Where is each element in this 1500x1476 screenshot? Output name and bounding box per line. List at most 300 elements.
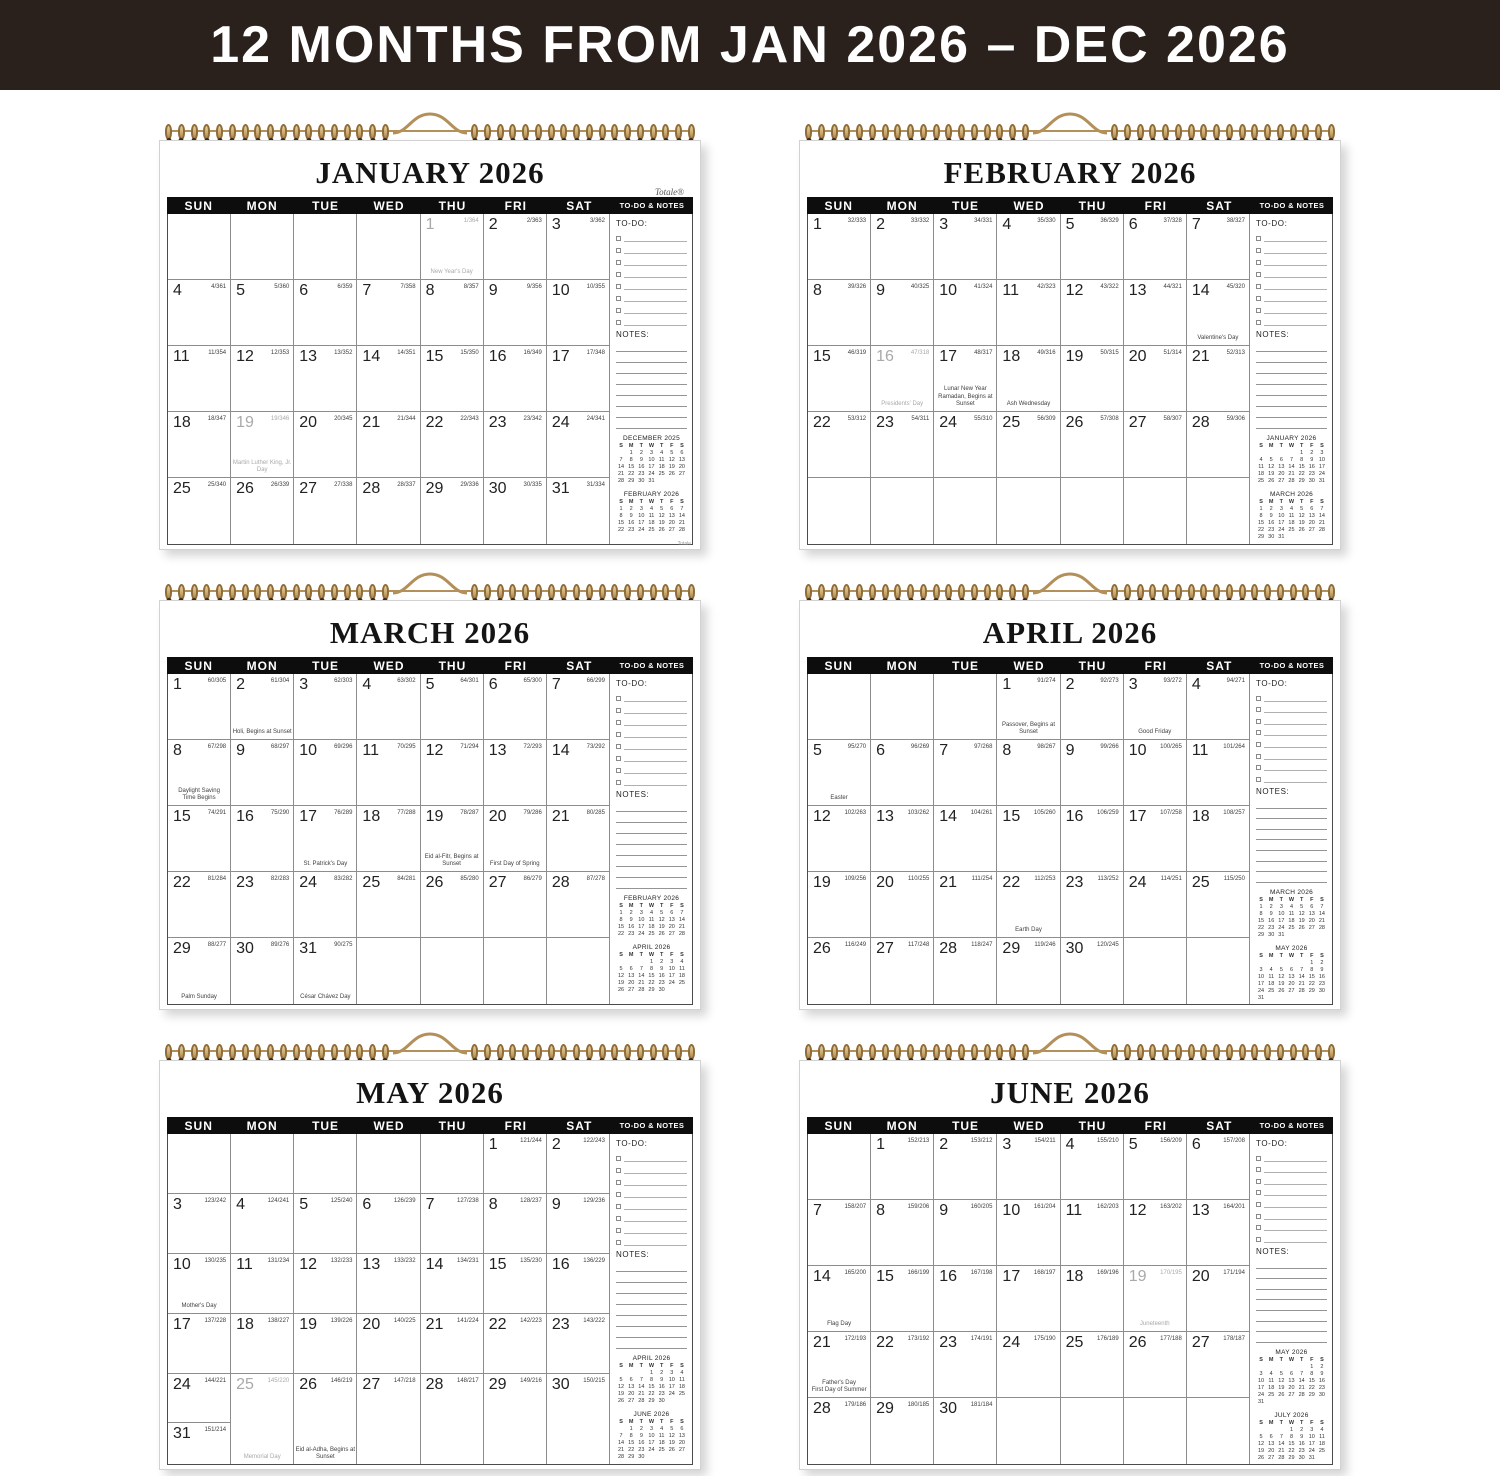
mini-day: 7 [619,457,623,464]
mini-day: 10 [1258,974,1265,981]
day-cell [168,1374,231,1464]
binding-loop-icon [920,124,927,140]
binding-loop-icon [344,124,351,140]
day-number: 5 [813,742,822,760]
mini-day: 1 [1289,1427,1294,1434]
mini-empty [1266,1427,1276,1434]
binding-loops-left [161,584,393,600]
mini-day: 9 [1320,1371,1324,1378]
binding-loop-icon [958,1044,965,1060]
weekday-header: MON [886,658,918,673]
day-number: 18 [173,414,191,432]
day-number: 21 [551,808,570,826]
todo-blank-line [1264,290,1327,302]
mini-day: 28 [1318,925,1325,932]
day-number: 14 [362,348,381,366]
julian-number: 114/251 [1160,876,1182,883]
day-cell [484,806,547,872]
julian-number: 62/303 [334,678,353,685]
binding-loop-icon [573,124,580,140]
day-cell [997,412,1060,478]
notes-label: NOTES: [1256,330,1290,340]
mini-day: 17 [668,1384,675,1391]
julian-number: 155/210 [1097,1138,1119,1145]
mini-day: 16 [1268,520,1275,527]
binding-loop-icon [267,1044,274,1060]
mini-day: 12 [1278,974,1285,981]
calendar-grid [0,90,1500,1470]
mini-day: 27 [628,1398,635,1405]
mini-day: 24 [1318,471,1325,478]
mini-day: 27 [678,1447,685,1454]
mini-day: 11 [1268,974,1275,981]
day-cell [1061,280,1124,346]
holiday-label: Holi, Begins at Sunset [232,729,292,736]
binding-loop-icon [1315,1044,1322,1060]
binding-loop-icon [984,1044,991,1060]
todo-row [616,702,687,714]
julian-number: 12/353 [270,350,290,357]
day-number: 21 [1191,348,1210,366]
month-title: JUNE 2026 [990,1075,1150,1110]
mini-day: 6 [680,450,684,457]
day-number: 2 [876,216,886,234]
todo-row [616,1150,687,1162]
todo-checkbox [616,1180,621,1185]
holiday-label: Daylight Saving Time Begins [178,787,220,802]
day-number: 31 [173,1424,191,1442]
julian-number: 56/309 [1037,416,1056,423]
binding-loop-icon [1302,584,1309,600]
mini-day: 2 [660,959,664,966]
weekday-header: WED [1013,658,1045,673]
todo-notes-header: TO-DO & NOTES [619,661,685,671]
binding-loop-icon [318,584,325,600]
julian-number: 60/305 [207,678,227,685]
todo-checkbox [616,1156,621,1161]
mini-weekday: W [1288,499,1295,506]
day-number: 21 [362,414,381,432]
weekday-header: SUN [184,198,213,213]
mini-day: 3 [639,506,643,513]
binding-loop-icon [599,584,606,600]
todo-blank-line [624,762,687,774]
empty-day-cell [997,1398,1060,1464]
julian-number: 79/286 [523,810,542,817]
mini-calendar-grid [616,1363,687,1405]
mini-day: 8 [619,513,623,520]
day-number: 15 [1002,808,1021,826]
empty-day-cell [1061,478,1124,544]
day-number: 14 [551,742,570,760]
todo-notes-column [610,674,692,1004]
weekday-header: SUN [184,658,213,673]
day-number: 28 [1191,414,1210,432]
todo-blank-line [1264,748,1327,760]
todo-row [616,230,687,242]
day-number: 1 [1002,676,1012,694]
day-number: 7 [362,282,372,300]
day-cell [1061,1332,1124,1398]
julian-number: 119/246 [1034,942,1056,949]
binding-loop-icon [907,584,914,600]
mini-weekday: S [680,1419,684,1426]
mini-weekday: T [659,903,664,910]
binding-loop-icon [843,584,850,600]
mini-day: 1 [1300,450,1304,457]
mini-day: 6 [670,910,674,917]
notes-label: NOTES: [616,330,650,340]
mini-day: 18 [648,520,655,527]
julian-number: 139/226 [330,1318,353,1325]
julian-number: 83/282 [334,876,353,883]
holiday-label: New Year's Day [430,269,473,276]
day-cell [1124,346,1187,412]
mini-day: 24 [638,527,645,534]
day-cell [871,1134,934,1200]
julian-number: 162/203 [1097,1204,1119,1211]
mini-day: 12 [1258,1441,1265,1448]
mini-empty [1276,1364,1286,1371]
day-cell [808,872,871,938]
julian-number: 71/294 [460,744,479,751]
mini-day: 6 [670,506,674,513]
julian-number: 157/208 [1223,1138,1245,1145]
notes-blank-line [616,856,687,867]
julian-number: 85/280 [460,876,479,883]
mini-day: 22 [618,527,625,534]
notes-blank-line [1256,1322,1327,1333]
mini-day: 2 [639,1426,643,1433]
notes-blank-line [1256,840,1327,851]
binding-loop-icon [560,124,567,140]
binding-loop-icon [637,584,644,600]
day-cell [1061,872,1124,938]
mini-day: 4 [1269,967,1273,974]
julian-number: 169/196 [1097,1270,1119,1277]
mini-day: 1 [1259,506,1263,513]
mini-day: 19 [618,1391,625,1398]
mini-weekday: M [628,443,634,450]
day-number: 16 [551,1256,570,1274]
mini-weekday: W [648,903,655,910]
todo-checkbox [1256,1237,1261,1242]
weekday-header: SAT [1206,1118,1233,1133]
julian-number: 179/186 [844,1402,867,1409]
todo-blank-line [624,266,687,278]
day-cell [934,872,997,938]
day-number: 27 [299,480,318,498]
empty-day-cell [997,478,1060,544]
binding-loop-icon [1137,584,1144,600]
todo-checkbox [1256,272,1261,277]
binding-loop-icon [624,584,631,600]
day-number: 3 [1128,676,1138,694]
todo-checkbox [1256,1214,1261,1219]
day-cell [1187,214,1250,280]
mini-weekday: W [648,1363,655,1370]
day-cell [357,346,420,412]
binding-loop-icon [1213,1044,1220,1060]
day-cell [871,938,934,1004]
julian-number: 37/328 [1163,218,1182,225]
mini-weekday: M [628,903,634,910]
day-number: 12 [1065,282,1084,300]
mini-day: 27 [668,527,675,534]
day-number: 12 [299,1256,318,1274]
binding-loop-icon [831,584,838,600]
todo-checkbox [1256,1190,1261,1195]
todo-row [1256,713,1327,725]
julian-number: 129/236 [583,1198,605,1205]
binding-loop-icon [611,1044,618,1060]
binding-loop-icon [907,124,914,140]
notes-blank-line [616,407,687,418]
mini-calendar [1256,1412,1327,1462]
mini-day: 19 [1298,520,1305,527]
day-number: 15 [813,348,831,366]
mini-weekday: T [659,1363,664,1370]
julian-number: 6/359 [337,284,353,291]
binding-loop-icon [611,124,618,140]
todo-checkbox [1256,1225,1261,1230]
mini-weekday: T [1299,953,1304,960]
binding-loop-icon [637,124,644,140]
binding-loop-icon [1162,124,1169,140]
binding-loop-icon [1200,124,1207,140]
mini-day: 4 [660,1426,664,1433]
julian-number: 32/333 [847,218,867,225]
day-cell [294,346,357,412]
notes-blank-line [616,374,687,385]
julian-number: 160/205 [970,1204,993,1211]
mini-empty [616,1426,626,1433]
mini-day: 29 [628,478,635,485]
mini-day: 14 [1318,911,1325,918]
mini-day: 24 [1278,527,1285,534]
mini-day: 5 [1279,1371,1283,1378]
mini-weekday: S [1320,1420,1324,1427]
weekday-header-bar [167,197,693,214]
mini-weekday: T [639,952,644,959]
mini-weekday: F [1310,953,1314,960]
day-number: 15 [876,1268,894,1286]
mini-calendar-title: JULY 2026 [1274,1412,1309,1420]
mini-calendar-title: MAY 2026 [1275,1349,1308,1357]
mini-day: 8 [629,457,633,464]
binding-loop-icon [1022,584,1029,600]
mini-day: 10 [648,1433,655,1440]
julian-number: 107/258 [1160,810,1182,817]
todo-row [616,738,687,750]
mini-calendar-grid [1256,953,1327,1002]
julian-number: 74/291 [207,810,227,817]
mini-weekday: S [1259,499,1263,506]
day-number: 25 [1002,414,1021,432]
julian-number: 177/188 [1160,1336,1182,1343]
binding-loop-icon [818,124,825,140]
mini-calendar [1256,491,1327,541]
binding-loop-icon [1009,1044,1016,1060]
binding-loop-icon [920,584,927,600]
binding-loop-icon [305,584,312,600]
empty-day-cell [421,1134,484,1194]
todo-checkbox [1256,320,1261,325]
mini-day: 3 [670,1370,674,1377]
calendar-body [807,674,1333,1005]
julian-number: 111/254 [971,876,993,883]
mini-empty [1276,960,1286,967]
julian-number: 35/330 [1037,218,1056,225]
day-number: 20 [1191,1268,1210,1286]
julian-number: 14/351 [397,350,416,357]
mini-day: 15 [1288,1441,1295,1448]
mini-day: 5 [670,450,674,457]
day-cell [808,1398,871,1464]
mini-calendar [1256,1349,1327,1406]
day-number: 5 [1065,216,1075,234]
binding-loops-right [467,124,699,140]
mini-weekday: M [628,499,634,506]
binding-loop-icon [1111,124,1118,140]
day-cell [1124,280,1187,346]
todo-row [616,1174,687,1186]
mini-day: 2 [660,1370,664,1377]
binding-loop-icon [293,124,300,140]
binding-loop-icon [856,584,863,600]
mini-weekday: S [1320,953,1324,960]
day-cell [231,1374,294,1464]
notes-blank-line [616,801,687,812]
day-cell [547,1374,610,1464]
mini-calendar-title: APRIL 2026 [632,944,671,952]
binding-loop-icon [1111,584,1118,600]
day-number: 19 [1128,1268,1147,1286]
day-number: 14 [1191,282,1210,300]
binding-loop-icon [599,1044,606,1060]
julian-number: 120/245 [1097,942,1119,949]
mini-day: 24 [648,471,655,478]
mini-day: 18 [678,1384,685,1391]
binding-loop-icon [675,1044,682,1060]
julian-number: 27/338 [334,482,353,489]
split-day-top [168,1374,230,1423]
julian-number: 141/224 [457,1318,479,1325]
mini-day: 12 [658,917,665,924]
binding-loops-left [161,124,393,140]
notes-label: NOTES: [616,790,650,800]
binding-loop-icon [611,584,618,600]
todo-notes-column [610,1134,692,1464]
day-cell [294,1374,357,1464]
julian-number: 52/313 [1226,350,1245,357]
day-cell [808,214,871,280]
day-cell [484,1194,547,1254]
mini-weekday: F [670,1419,674,1426]
mini-day: 21 [678,520,685,527]
binding-loop-icon [331,1044,338,1060]
day-number: 20 [362,1316,381,1334]
mini-day: 24 [1258,1392,1265,1399]
mini-day: 29 [1298,478,1305,485]
mini-day: 29 [628,1454,635,1461]
day-cell [547,346,610,412]
julian-number: 10/355 [586,284,605,291]
binding-loop-icon [165,584,172,600]
day-number: 11 [1191,742,1209,760]
mini-day: 26 [1278,988,1285,995]
mini-day: 12 [618,973,625,980]
binding-loop-icon [484,1044,491,1060]
mini-day: 27 [1288,1392,1295,1399]
mini-day: 7 [1289,457,1294,464]
day-number: 17 [299,808,318,826]
day-number: 22 [1002,874,1021,892]
julian-number: 63/302 [397,678,416,685]
mini-day: 2 [1300,1427,1304,1434]
todo-row [616,714,687,726]
day-cell [231,872,294,938]
day-cell [357,478,420,544]
empty-day-cell [1187,478,1250,544]
day-number: 8 [488,1196,498,1214]
day-number: 22 [425,414,444,432]
binding-loops-left [801,1044,1033,1060]
mini-day: 31 [1278,932,1285,939]
binding-loop-icon [958,124,965,140]
binding-loop-icon [920,1044,927,1060]
binding-loop-icon [1188,124,1195,140]
mini-day: 6 [1310,904,1314,911]
mini-day: 18 [1318,1441,1325,1448]
day-cell [547,1194,610,1254]
mini-day: 28 [1318,527,1325,534]
day-cell [294,1194,357,1254]
day-number: 15 [173,808,191,826]
day-cell [808,346,871,412]
mini-day: 12 [668,457,675,464]
julian-number: 16/349 [523,350,542,357]
mini-day: 16 [1298,1441,1305,1448]
todo-checkbox [1256,296,1261,301]
todo-checkbox [1256,1156,1261,1161]
julian-number: 149/216 [520,1378,542,1385]
notes-label: NOTES: [1256,1246,1290,1256]
notes-blank-line [1256,819,1327,830]
day-number: 10 [939,282,958,300]
day-cell [934,938,997,1004]
day-number: 10 [299,742,318,760]
notes-blank-line [1256,1311,1327,1322]
binding-loop-icon [1124,124,1131,140]
todo-label: TO-DO: [616,1139,648,1149]
mini-day: 29 [1308,1392,1315,1399]
todo-row [1256,1150,1327,1162]
mini-day: 22 [1308,1385,1315,1392]
binding-loop-icon [688,584,695,600]
mini-calendar-grid [1256,897,1327,939]
day-grid [168,1134,610,1464]
todo-row [1256,290,1327,302]
weekday-header-bar [807,657,1333,674]
weekday-header: FRI [1144,198,1168,213]
mini-day: 22 [1308,981,1315,988]
mini-day: 23 [658,980,665,987]
julian-number: 95/270 [847,744,867,751]
brand-logo: Totale® [654,187,684,197]
todo-checkbox [616,308,621,313]
todo-checkbox [1256,719,1261,724]
